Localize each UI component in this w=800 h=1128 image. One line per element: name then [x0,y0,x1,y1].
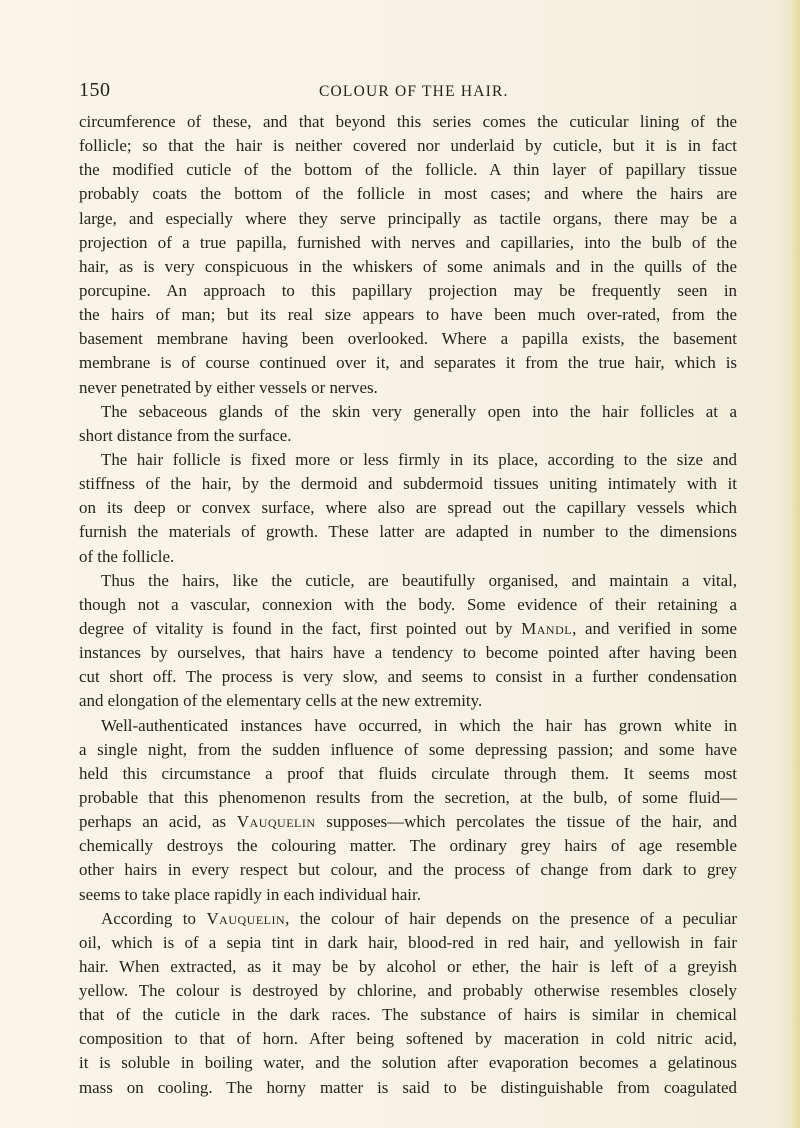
page-header [79,79,729,103]
text-line: perhaps an acid, as Vauquelin supposes—which percolates the tissue of the hair, and [79,812,737,832]
text-line: probable that this phenomenon results from the secretion, at the bulb, of some fluid— [79,787,737,807]
text-line: large, and especially where they serve principally as tactile organs, there may be a [79,208,737,228]
text-line: mass on cooling. The horny matter is said to be distinguishable from coagulated [79,1077,737,1097]
text-line: furnish the materials of growth. These latter are adapted in number to the dimensions [79,522,737,542]
text-line: of the follicle. [79,546,175,566]
text-line: a single night, from the sudden influence of some depressing passion; and some have [79,739,737,759]
text-line: hair, as is very conspicuous in the whiskers of some animals and in the quills of the [79,256,737,276]
text-line: other hairs in every respect but colour, and the process of change from dark to grey [79,860,737,880]
text-line: follicle; so that the hair is neither covered nor underlaid by cuticle, but it is in fact [79,136,737,156]
text-line: probably coats the bottom of the follicle in most cases; and where the hairs are [79,184,737,204]
text-line: The hair follicle is fixed more or less firmly in its place, according to the size and [101,449,737,469]
text-line: hair. When extracted, as it may be by alcohol or ether, the hair is left of a greyish [79,956,737,976]
author-name: Vauquelin [236,812,316,832]
text-line: According to Vauquelin, the colour of hair depends on the presence of a peculiar [101,908,737,928]
text-line: seems to take place rapidly in each individual hair. [79,884,421,904]
text-line: instances by ourselves, that hairs have a tendency to become pointed after having been [79,643,737,663]
text-line: membrane is of course continued over it, and separates it from the true hair, which is [79,353,737,373]
text-line: oil, which is of a sepia tint in dark hair, blood-red in red hair, and yellowish in fair [79,932,737,952]
text-line: composition to that of horn. After being softened by maceration in cold nitric acid, [79,1029,737,1049]
text-line: and elongation of the elementary cells at the new extremity. [79,691,483,711]
text-line: never penetrated by either vessels or nerves. [79,377,378,397]
text-line: held this circumstance a proof that fluids circulate through them. It seems most [79,763,737,783]
text-line: basement membrane having been overlooked. Where a papilla exists, the basement [79,329,737,349]
text-line: short distance from the surface. [79,425,292,445]
text-line: The sebaceous glands of the skin very generally open into the hair follicles at a [101,401,737,421]
text-line: the modified cuticle of the bottom of the follicle. A thin layer of papillary tissue [79,160,737,180]
text-line: circumference of these, and that beyond this series comes the cuticular lining of the [79,112,737,131]
page-number: 150 [79,79,111,101]
running-head: COLOUR OF THE HAIR. [319,83,509,100]
body-text [79,110,737,1100]
text-line: chemically destroys the colouring matter. The ordinary grey hairs of age resemble [79,836,737,856]
text-line: stiffness of the hair, by the dermoid and subdermoid tissues uniting intimately with it [79,474,737,494]
text-line: degree of vitality is found in the fact, first pointed out by Mandl, and verified in some [79,618,737,638]
text-line: on its deep or convex surface, where also are spread out the capillary vessels which [79,498,737,518]
text-line: that of the cuticle in the dark races. The substance of hairs is similar in chemical [79,1005,737,1025]
text-line: projection of a true papilla, furnished with nerves and capillaries, into the bulb of the [79,232,737,252]
text-line: the hairs of man; but its real size appears to have been much over-rated, from the [79,305,737,325]
text-line: cut short off. The process is very slow, and seems to consist in a further condensation [79,667,737,687]
text-line: though not a vascular, connexion with the body. Some evidence of their retaining a [79,594,737,614]
author-name: Mandl [521,618,573,638]
page-edge [790,0,800,1128]
text-line: Well-authenticated instances have occurred, in which the hair has grown white in [101,715,737,735]
text-line: it is soluble in boiling water, and the solution after evaporation becomes a gelatinous [79,1053,737,1073]
text-line: yellow. The colour is destroyed by chlorine, and probably otherwise resembles closely [79,981,737,1001]
text-line: Thus the hairs, like the cuticle, are beautifully organised, and maintain a vital, [101,570,737,590]
author-name: Vauquelin [206,908,286,928]
text-line: porcupine. An approach to this papillary projection may be frequently seen in [79,280,737,300]
